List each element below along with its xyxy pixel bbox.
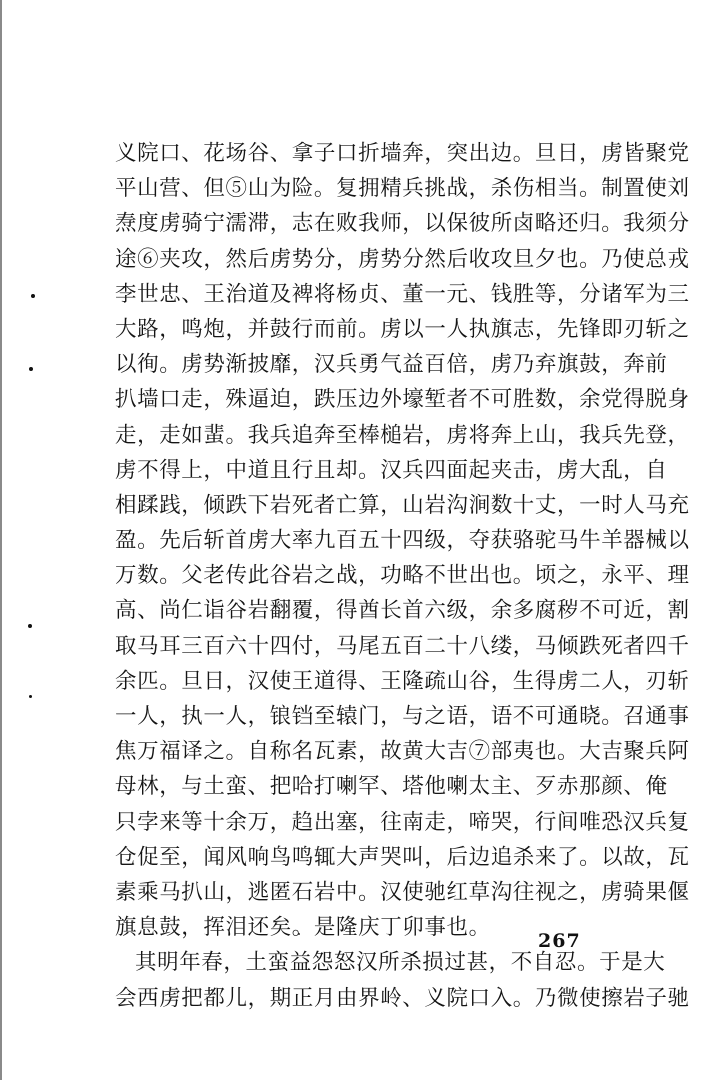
text-line: 余匹。旦日，汉使王道得、王隆疏山谷，生得虏二人，刃斩 <box>115 668 690 694</box>
text-line: 义院口、花场谷、拿子口折墙奔，突出边。旦日，虏皆聚党 <box>115 141 690 166</box>
text-line: 素乘马扒山，逃匿石岩中。汉使驰红草沟往视之，虏骑果偃 <box>115 879 690 905</box>
margin-speck <box>31 294 35 298</box>
text-line: 会西虏把都儿，期正月由界岭、义院口入。乃微使擦岩子驰 <box>115 985 690 1011</box>
text-line: 万数。父老传此谷岩之战，功略不世出也。顷之，永平、理 <box>115 563 690 589</box>
text-line: 一人，执一人，锒铛至辕门，与之语，语不可通晓。召通事 <box>115 704 690 729</box>
text-line: 焘度虏骑宁濡滞，志在败我师，以保彼所卤略还归。我须分 <box>115 211 690 237</box>
text-line: 虏不得上，中道且行且却。汉兵四面起夹击，虏大乱，自 <box>115 457 668 483</box>
text-line: 途⑥夹攻，然后虏势分，虏势分然后收攻旦夕也。乃使总戎 <box>115 246 690 272</box>
text-line: 走，走如蜚。我兵追奔至棒槌岩，虏将奔上山，我兵先登， <box>115 422 690 448</box>
text-line: 母林，与土蛮、把哈打喇罕、塔他喇太主、歹赤那颜、俺 <box>115 774 668 800</box>
margin-speck <box>28 624 32 628</box>
margin-speck <box>29 367 33 371</box>
text-line: 以徇。虏势渐披靡，汉兵勇气益百倍，虏乃弃旗鼓，奔前 <box>115 352 668 378</box>
text-line: 旗息鼓，挥泪还矣。是隆庆丁卯事也。 <box>115 915 491 941</box>
text-line: 李世忠、王治道及裨将杨贞、董一元、钱胜等，分诸军为三 <box>115 281 690 307</box>
text-line: 取马耳三百六十四付，马尾五百二十八缕，马倾跌死者四千 <box>115 633 690 659</box>
text-line: 其明年春，土蛮益怨怒汉所杀损过甚，不自忍。于是大 <box>135 950 666 976</box>
margin-speck <box>29 695 32 698</box>
paragraph-2 <box>115 945 690 1015</box>
text-line: 焦万福译之。自称名瓦素，故黄大吉⑦部夷也。大吉聚兵阿 <box>115 739 690 765</box>
text-line: 大路，鸣炮，并鼓行而前。虏以一人执旗志，先锋即刃斩之 <box>115 316 690 342</box>
text-line: 盈。先后斩首虏大率九百五十四级，夺获骆驼马牛羊器械以 <box>115 528 690 554</box>
text-line: 平山营、但⑤山为险。复拥精兵挑战，杀伤相当。制置使刘 <box>115 176 690 202</box>
text-line: 相蹂践，倾跌下岩死者亡算，山岩沟涧数十丈，一时人马充 <box>115 492 690 518</box>
page-number: 267 <box>538 930 581 952</box>
text-line: 高、尚仁诣谷岩翻覆，得酋长首六级，余多腐秽不可近，割 <box>115 598 690 624</box>
text-line: 扒墙口走，殊逼迫，跌压边外壕堑者不可胜数，余党得脱身 <box>115 387 690 413</box>
body-text <box>115 136 690 1016</box>
page-left-edge <box>0 0 2 1080</box>
paragraph-1 <box>115 136 690 945</box>
text-line: 只孛来等十余万，趋出塞，往南走，啼哭，行间唯恐汉兵复 <box>115 809 690 835</box>
text-line: 仓促至，闻风响鸟鸣辄大声哭叫，后边追杀来了。以故，瓦 <box>115 844 690 870</box>
